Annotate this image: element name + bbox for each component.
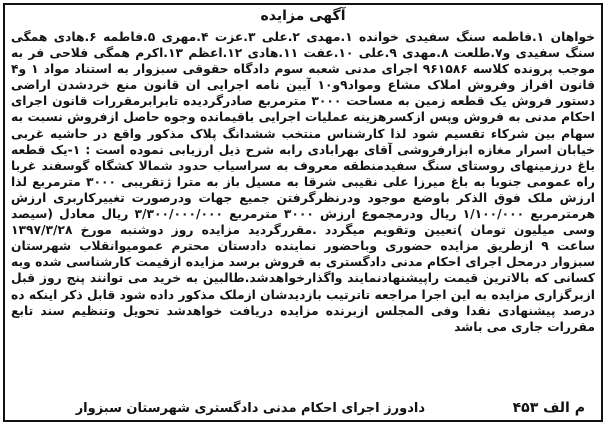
notice-body: خواهان ۱.فاطمه سنگ سفیدی خوانده ۱.مهدی ۲.علی ۳.عزت ۴.مهری ۵.فاطمه ۶.هادی همگی سنگ سفیدی و۷.طلعت ۸.مهدی ۹.علی ۱۰.عفت ۱۱.هادی ۱۲.اعظم ۱۳.اکرم همگی فلاحی فر به موجب پرونده کلاسه ۹۶۱۵۸۶ اجرای مدنی شعبه سوم دادگاه حقوقی سبزوار به استناد مواد ۱ و۴ قانون افراز وفروش املاک مشاع ومواد۹و۱۰ آیین نامه اجرایی ان قانون منع خردشدن اراضی دستور فروش یک قطعه زمین به مساحت ۳۰۰۰ مترمربع صادرگردیده تابرابرمقررات قانون اجرای احکام مدنی به فروش وپس ازکسرهزینه عملیات اجرایی باقیمانده وجوه حاصل ازفروش نسبت به سهام بین شرکاء تقسیم شود لذا کارشناس منتخب ششدانگ پلاک مذکور واقع در حاشیه غربی خیابان اسرار مغازه ابزارفروشی آقای بهرابادی رابه شرح ذیل ارزیابی نموده است : ۱-یک قطعه باغ درزمینهای روستای سنگ سفیدمنطقه معروف به سراسیاب حدود شمالا کشگاه گوسفند غربا راه عمومی جنوبا به باغ میرزا علی نقیبی شرقا به مسیل باز به مترا ژتقریبی ۳۰۰۰ مترمربع لذا ارزش ملک فوق الذکر باوضع موجود ودرنظرگرفتن جمیع جهات ودرصورت تغییرکاربری ارزش هرمترمربع ۱/۱۰۰/۰۰۰ ریال ودرمجموع ارزش ۳۰۰۰ مترمربع ۳/۳۰۰/۰۰۰/۰۰۰ ریال معادل (سیصد وسی میلیون تومان )تعیین وتقویم میگردد .مقررگردید مزایده روز دوشنبه مورخ ۱۳۹۷/۳/۲۸ ساعت ۹ ازطریق مزایده حضوری وباحضور نماینده دادستان محترم عمومیوانقلاب شهرستان سبزوار درمحل اجرای احکام مدنی دادگستری به فروش برسد مزایده ازقیمت کارشناسی شده وبه کسانی که بالاترین قیمت راپیشنهادنمایند واگذارخواهدشد.طالبین به خرید می توانند پنج روز قبل ازبرگزاری مزایده به این اجرا مراجعه تاترتیب بازدیدشان ازملک مذکور داده شود قابل ذکر اینکه ده درصد پیشنهادی نقدا وفی المجلس ازبرنده مزایده دریافت خواهدشد تحویل وتنظیم سند تابع مقررات جاری می باشد [11, 30, 596, 334]
notice-footer [11, 398, 595, 420]
issuer-signature: دادورز اجرای احکام مدنی دادگستری شهرستان سبزوار [75, 401, 425, 416]
notice-title: آگهی مزایده [260, 8, 346, 24]
reference-number: م الف ۴۵۳ [512, 400, 585, 416]
notice-frame [3, 3, 603, 422]
